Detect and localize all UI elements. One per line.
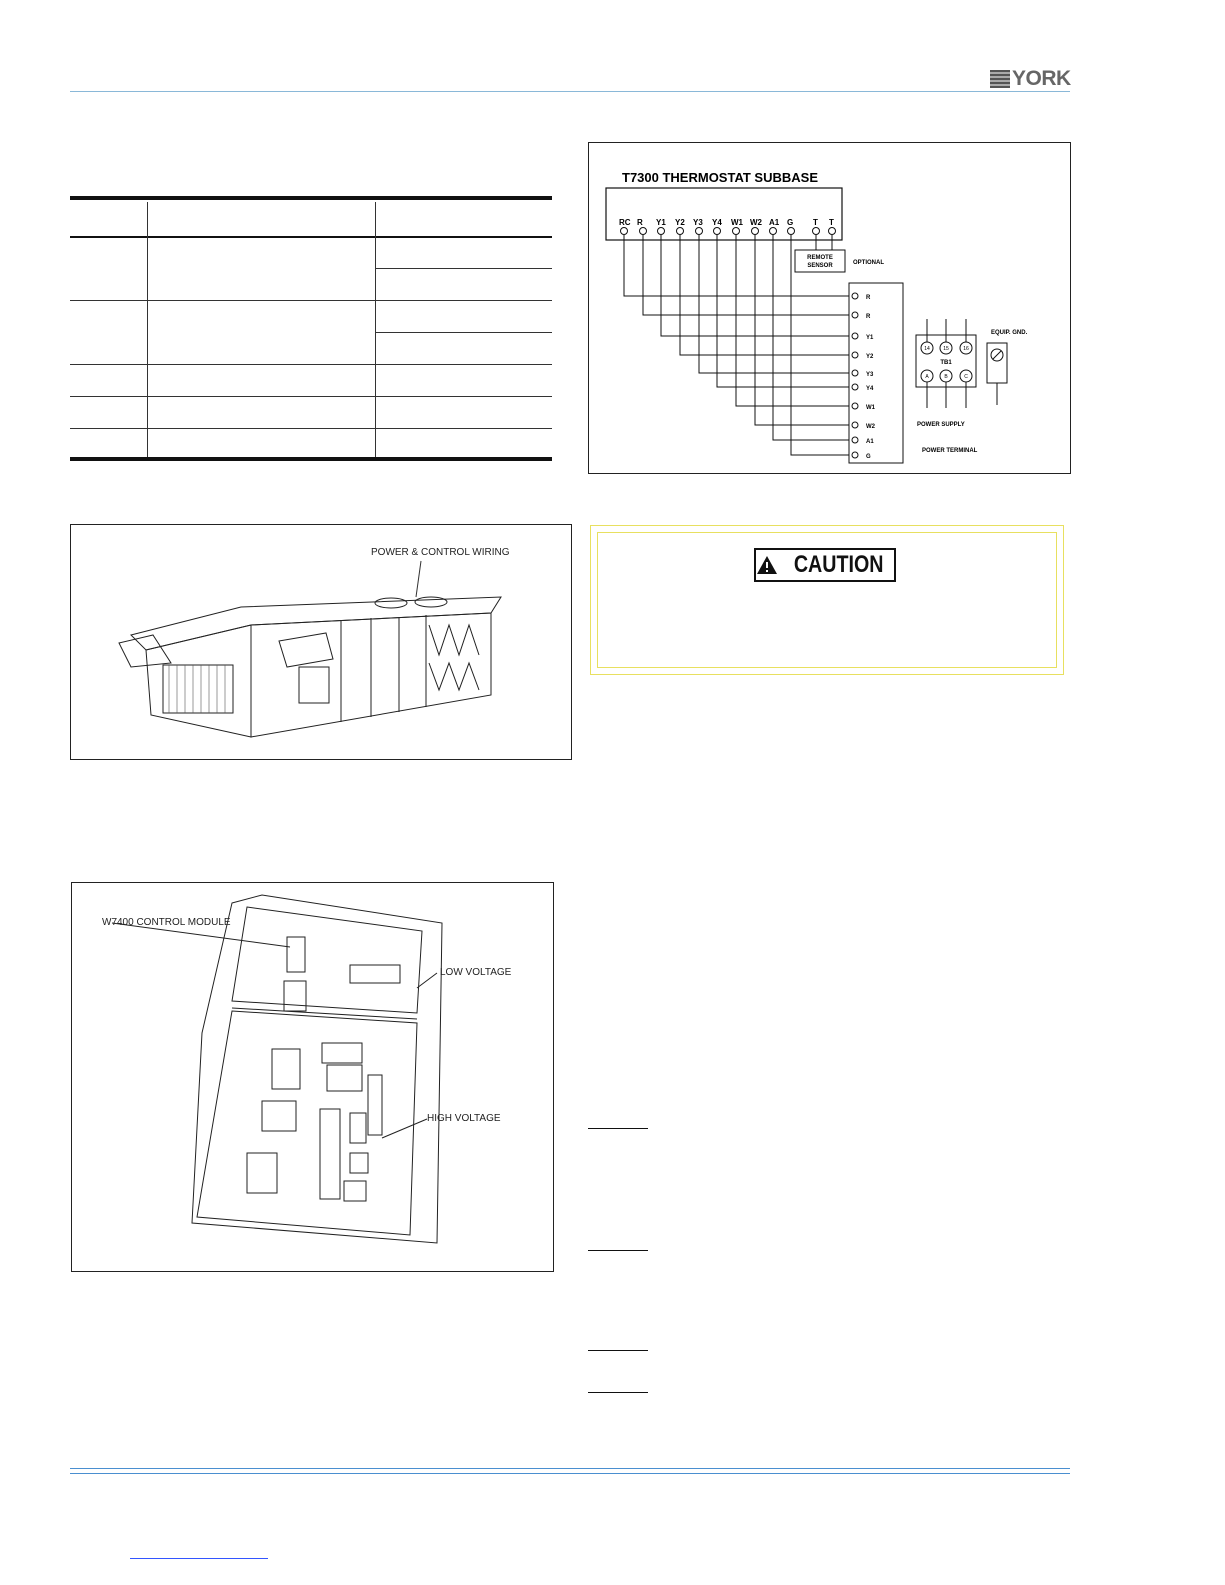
svg-text:B: B (944, 374, 948, 380)
footer-rule (70, 1473, 1070, 1474)
svg-text:REMOTE: REMOTE (807, 255, 833, 261)
side-terminal: R (866, 295, 871, 301)
terminal-label: R (637, 218, 643, 227)
w7400-label: W7400 CONTROL MODULE (102, 917, 231, 928)
svg-text:15: 15 (943, 346, 949, 352)
high-voltage-label: HIGH VOLTAGE (427, 1113, 501, 1124)
bottom-link-underline[interactable] (130, 1558, 268, 1559)
rooftop-unit-drawing (71, 525, 571, 759)
terminal-label: Y3 (693, 218, 703, 227)
footer-rule (70, 1468, 1070, 1469)
warning-triangle-icon (756, 555, 778, 575)
terminal-label: W2 (750, 218, 762, 227)
unit-illustration (70, 524, 572, 760)
underline-mark (588, 1250, 648, 1251)
data-table (70, 196, 552, 460)
side-terminal: W2 (866, 424, 875, 430)
terminal-label: W1 (731, 218, 743, 227)
power-control-wiring-label: POWER & CONTROL WIRING (371, 547, 510, 558)
header-rule (70, 91, 1070, 92)
thermostat-wiring-diagram (588, 142, 1071, 474)
side-terminal: W1 (866, 405, 875, 411)
side-terminal: Y4 (866, 386, 874, 392)
svg-text:SENSOR: SENSOR (807, 263, 833, 269)
terminal-label: Y1 (656, 218, 666, 227)
caution-box (590, 525, 1064, 675)
low-voltage-label: LOW VOLTAGE (440, 967, 512, 978)
underline-mark (588, 1128, 648, 1129)
side-terminal: Y3 (866, 372, 874, 378)
brand-name: YORK (1012, 67, 1071, 90)
underline-mark (588, 1350, 648, 1351)
control-panel-drawing (72, 883, 553, 1271)
thermostat-wiring-svg (589, 143, 1070, 473)
caution-label: CAUTION (794, 551, 884, 578)
control-module-figure (71, 882, 554, 1272)
svg-text:C: C (964, 374, 968, 380)
terminal-label: G (787, 218, 794, 227)
power-terminal-label: POWER TERMINAL (922, 448, 978, 454)
terminal-label: T (829, 218, 834, 227)
side-terminal: Y1 (866, 335, 874, 341)
power-supply-label: POWER SUPPLY (917, 422, 965, 428)
svg-text:14: 14 (924, 346, 930, 352)
equip-gnd-label: EQUIP. GND. (991, 330, 1028, 336)
york-logo-mark-icon (990, 70, 1010, 88)
side-terminal: Y2 (866, 354, 874, 360)
svg-text:16: 16 (963, 346, 969, 352)
side-terminal: R (866, 314, 871, 320)
terminal-label: A1 (769, 218, 780, 227)
remote-sensor-caption: OPTIONAL (853, 260, 884, 266)
caution-badge (754, 548, 896, 582)
svg-text:A: A (925, 374, 929, 380)
svg-text:TB1: TB1 (940, 360, 952, 366)
terminal-label: T (813, 218, 818, 227)
terminal-label: Y4 (712, 218, 722, 227)
york-logo (990, 68, 1071, 90)
side-terminal: G (866, 454, 871, 460)
side-terminal: A1 (866, 439, 874, 445)
thermostat-title: T7300 THERMOSTAT SUBBASE (622, 170, 818, 185)
terminal-label: Y2 (675, 218, 685, 227)
terminal-label: RC (619, 218, 631, 227)
underline-mark (588, 1392, 648, 1393)
